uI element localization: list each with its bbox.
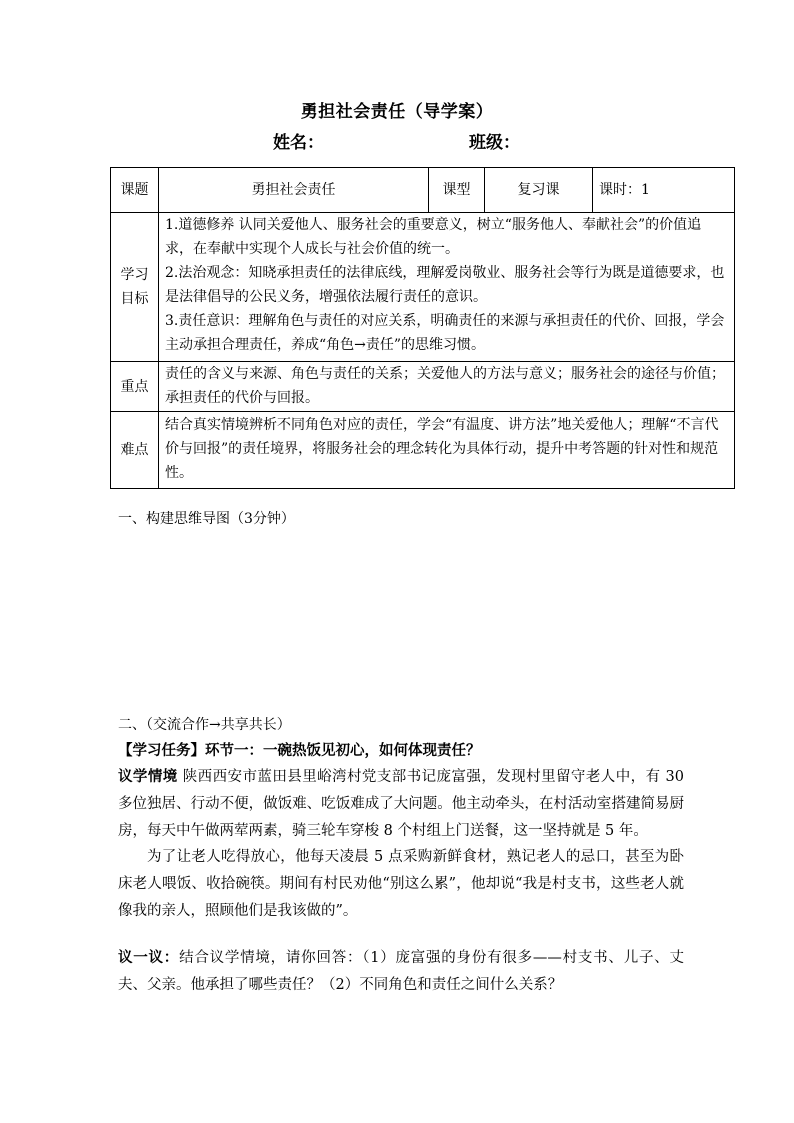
goals-label-line: 学习 — [120, 267, 149, 283]
difficult-value: 结合真实情境辨析不同角色对应的责任，学会“有温度、讲方法”地关爱他人；理解“不言代价与回报”的责任境界，将服务社会的理念转化为具体行动，提升中考答题的针对性和规范性。 — [159, 412, 735, 489]
goal-item: 2.法治观念：知晓承担责任的法律底线，理解爱岗敬业、服务社会等行为既是道德要求，也是法律倡导的公民义务，增强依法履行责任的意识。 — [165, 265, 725, 305]
difficult-label: 难点 — [111, 412, 159, 489]
situation-label: 议学情境 — [118, 768, 178, 785]
key-value: 责任的含义与来源、角色与责任的关系；关爱他人的方法与意义；服务社会的途径与价值；承担责任的代价与回报。 — [159, 362, 735, 412]
table-row — [111, 168, 735, 213]
discuss-text: 结合议学情境，请你回答：（1）庞富强的身份有很多——村支书、儿子、丈夫、父亲。他承担了哪些责任？（2）不同角色和责任之间什么关系？ — [118, 950, 684, 993]
table-row — [111, 362, 735, 412]
goals-label-line: 目标 — [120, 291, 149, 307]
goal-item: 3.责任意识：理解角色与责任的对应关系，明确责任的来源与承担责任的代价、回报，学会主动承担合理责任，养成“角色→责任”的思维习惯。 — [165, 313, 725, 353]
student-info-row — [0, 128, 794, 152]
situation-paragraph-2: 为了让老人吃得放心，他每天凌晨 5 点采购新鲜食材，熟记老人的忌口，甚至为卧床老人喂饭、收拾碗筷。期间有村民劝他“别这么累”，他却说“我是村支书，这些老人就像我的亲人，照顾他们是我该做的”。 — [118, 849, 684, 919]
goal-item: 1.道德修养 认同关爱他人、服务社会的重要意义，树立“服务他人、奉献社会”的价值追求，在奉献中实现个人成长与社会价值的统一。 — [165, 217, 702, 257]
period-value: 课时：1 — [593, 168, 735, 213]
lesson-info-table — [110, 167, 735, 489]
learning-task: 【学习任务】环节一：一碗热饭见初心，如何体现责任？ — [118, 742, 481, 759]
class-label: 班级： — [469, 133, 520, 153]
topic-label: 课题 — [111, 168, 159, 213]
type-value: 复习课 — [485, 168, 593, 213]
goals-cell — [159, 213, 735, 362]
section-heading-cooperation: 二、（交流合作→共享共长） — [118, 717, 291, 733]
section-heading-mindmap: 一、构建思维导图（3分钟） — [118, 511, 295, 527]
name-label: 姓名： — [273, 133, 324, 153]
goals-label — [111, 213, 159, 362]
situation-paragraph — [118, 763, 684, 845]
table-row — [111, 213, 735, 362]
table-row — [111, 412, 735, 489]
situation-text: 陕西西安市蓝田县里峪湾村党支部书记庞富强，发现村里留守老人中，有 30 多位独居、行动不便，做饭难、吃饭难成了大问题。他主动牵头，在村活动室搭建简易厨房，每天中午做两荤两素，骑三轮车穿梭 8 个村组上门送餐，这一坚持就是 5 年。 — [118, 769, 684, 839]
discussion-paragraph — [118, 944, 684, 999]
topic-value: 勇担社会责任 — [159, 168, 429, 213]
discuss-label: 议一议： — [118, 949, 180, 966]
type-label: 课型 — [429, 168, 485, 213]
page-title: 勇担社会责任（导学案） — [300, 102, 494, 122]
key-label: 重点 — [111, 362, 159, 412]
